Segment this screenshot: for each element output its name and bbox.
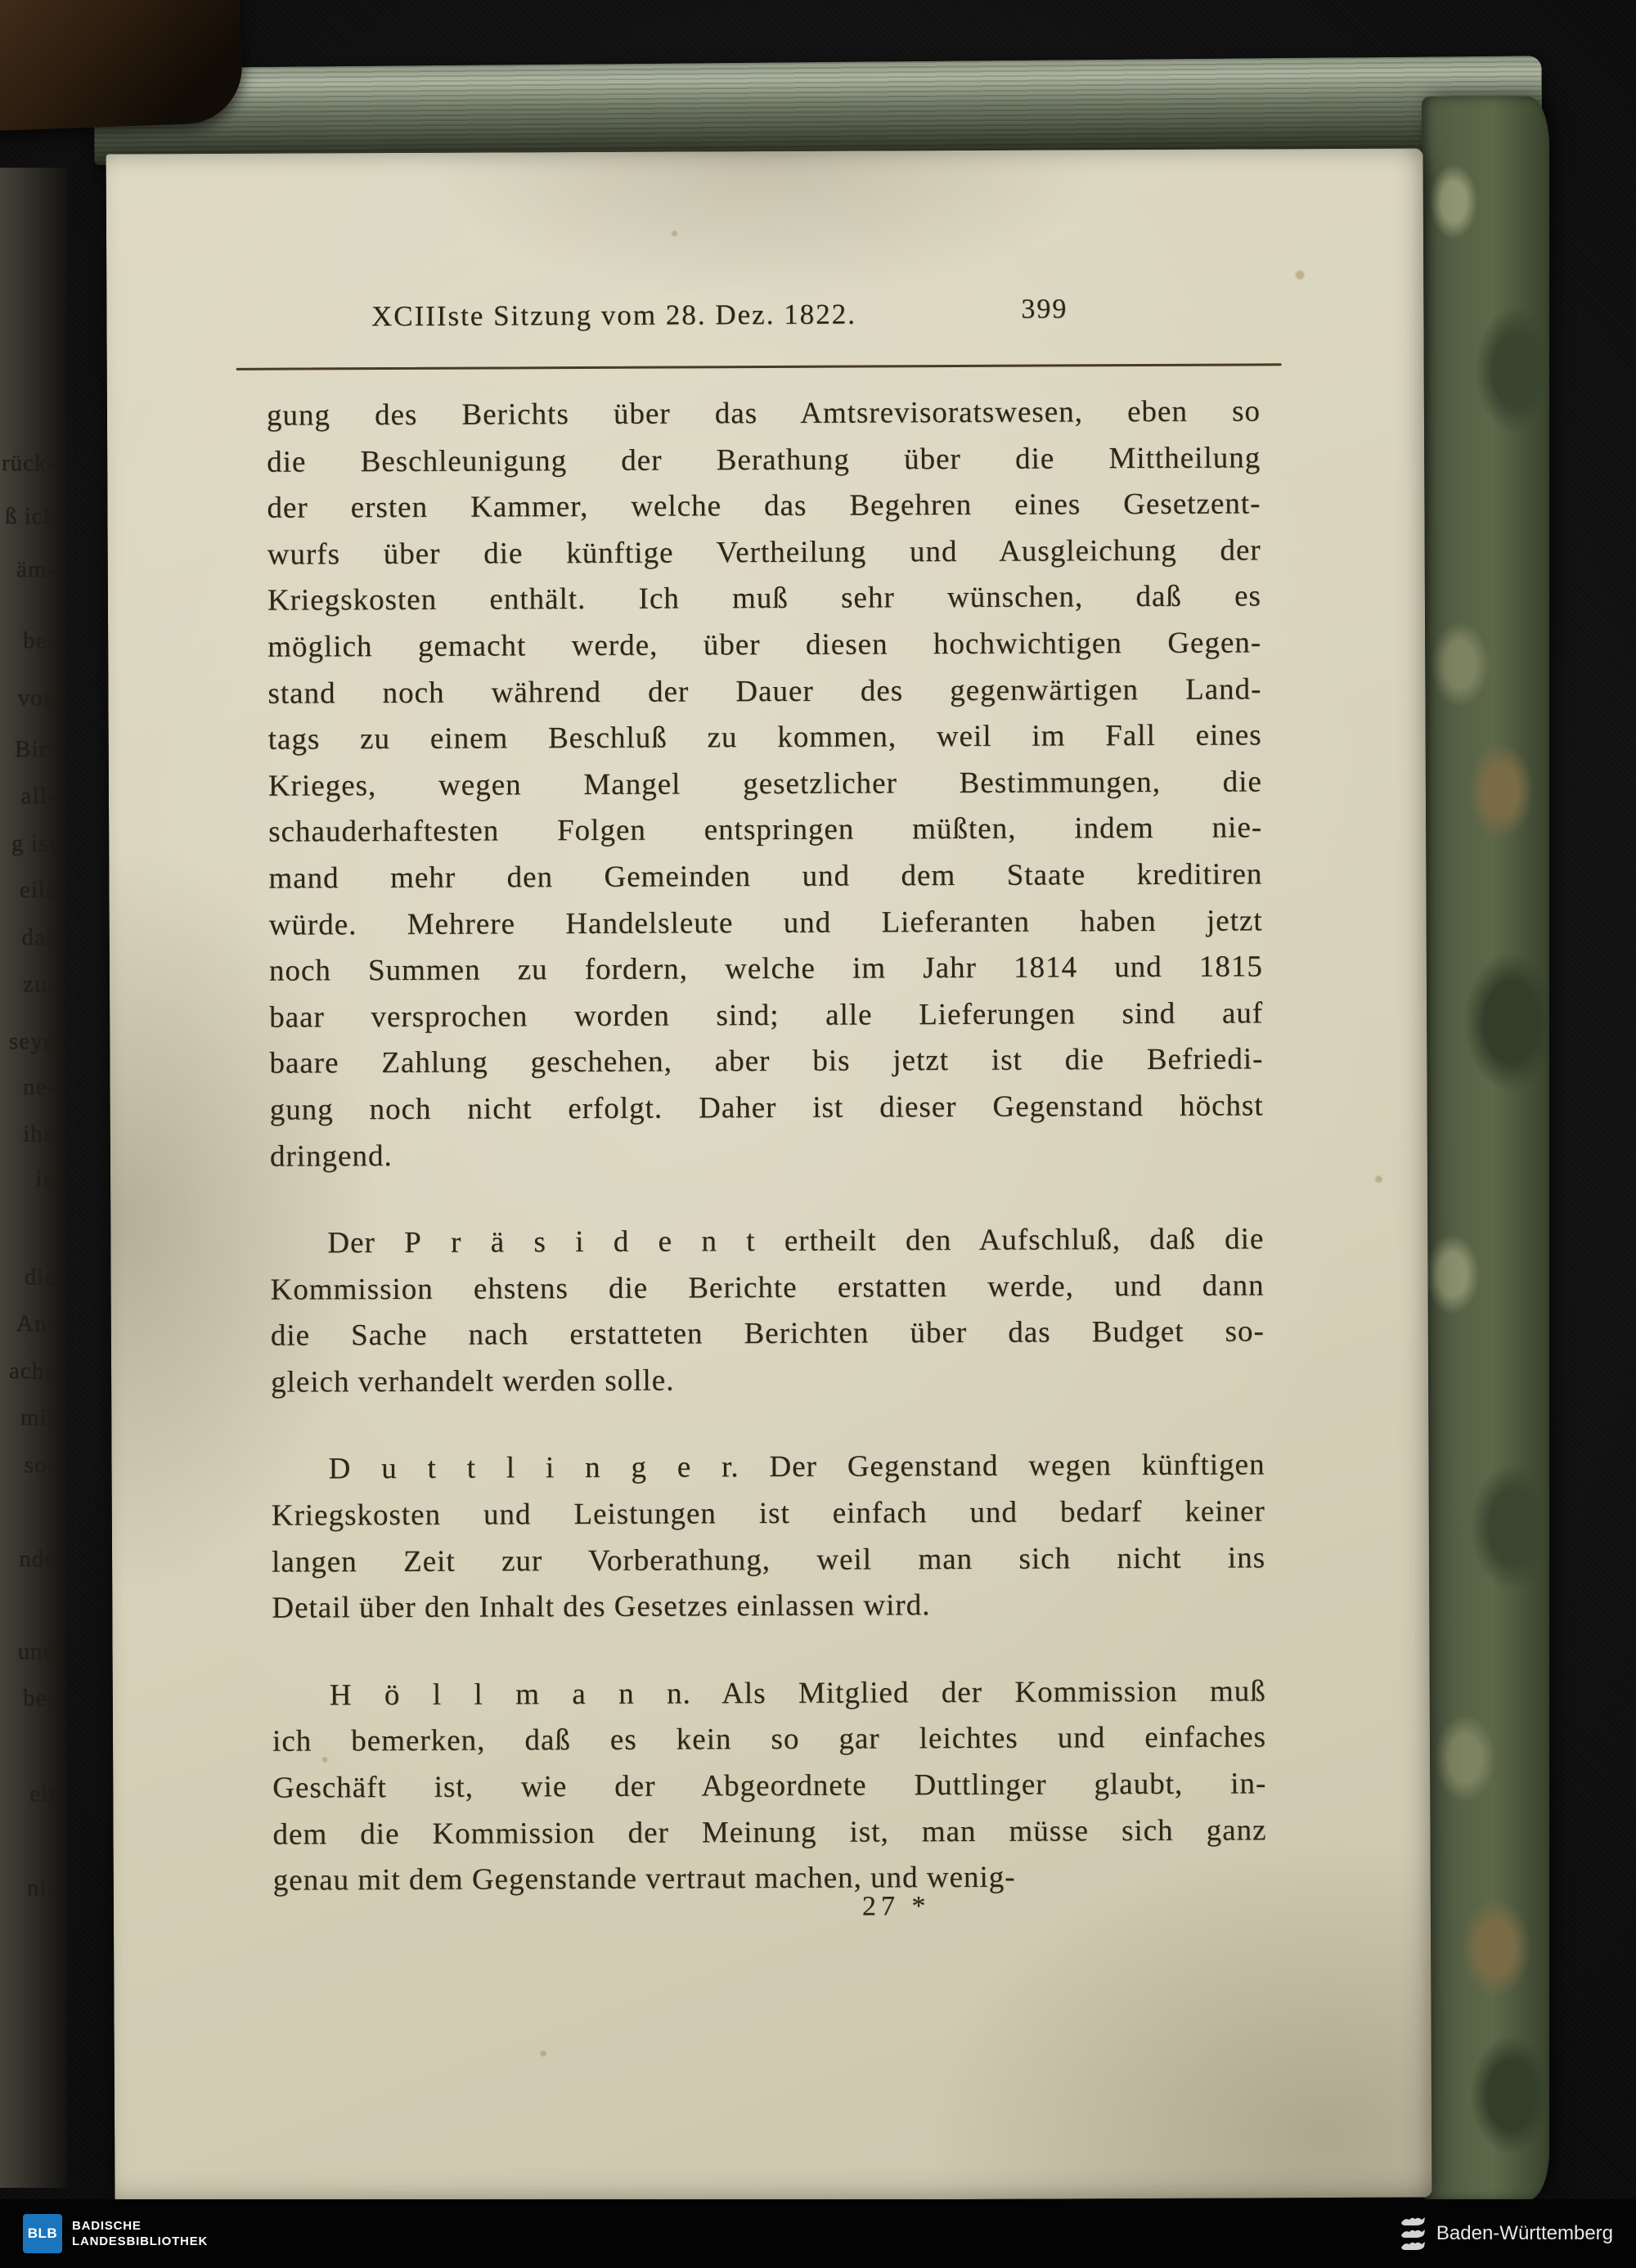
book-page xyxy=(106,148,1432,2203)
text-line: genau mit dem Gegenstande vertraut machen, und wenig- xyxy=(272,1860,1016,1897)
foxing-spot xyxy=(1374,1175,1383,1183)
margin-fragment: Bir- xyxy=(14,736,56,762)
margin-fragment: rück- xyxy=(1,450,56,476)
text-line: gung noch nicht erfolgt. Daher ist dieser Gegenstand höchst xyxy=(269,1089,1264,1127)
foxing-spot xyxy=(321,1756,328,1763)
margin-fragment: und xyxy=(17,1638,56,1664)
margin-fragment: all- xyxy=(20,783,56,809)
margin-fragment: elt xyxy=(29,1781,56,1807)
text-line: dem die Kommission der Meinung ist, man müsse sich ganz xyxy=(272,1812,1267,1852)
text-line: H ö l l m a n n. Als Mitglied der Kommission muß xyxy=(329,1674,1266,1713)
text-line: der ersten Kammer, welche das Begehren eines Gesetzent- xyxy=(267,487,1261,525)
text-line: baare Zahlung geschehen, aber bis jetzt ist die Befriedi- xyxy=(269,1042,1264,1080)
text-line: Kommission ehstens die Berichte erstatten werde, und dann xyxy=(270,1269,1265,1307)
text-line: Geschäft ist, wie der Abgeordnete Duttlinger glaubt, in- xyxy=(272,1767,1267,1805)
margin-fragment: ni- xyxy=(26,1875,56,1901)
text-line: möglich gemacht werde, über diesen hochwichtigen Gegen- xyxy=(267,626,1262,664)
margin-fragment: von xyxy=(17,685,56,711)
margin-fragment: g ist xyxy=(11,830,56,856)
margin-fragment: die xyxy=(24,1264,56,1290)
margin-fragment: das xyxy=(21,924,56,950)
text-line: gleich verhandelt werden solle. xyxy=(271,1363,675,1399)
text-line: würde. Mehrere Handelsleute und Lieferanten haben jetzt xyxy=(268,903,1263,942)
library-name xyxy=(72,2218,208,2249)
margin-fragment: eils xyxy=(19,877,56,903)
blb-logo-icon xyxy=(23,2214,62,2253)
signature-mark: 27 * xyxy=(861,1891,931,1922)
margin-fragment: ache xyxy=(8,1358,56,1384)
three-lions-icon xyxy=(1399,2215,1427,2252)
foxing-spot xyxy=(671,230,678,236)
text-line: Detail über den Inhalt des Gesetzes einlassen wird. xyxy=(272,1588,931,1625)
body-text xyxy=(267,388,1267,1904)
margin-fragment: seyn xyxy=(8,1028,56,1054)
text-line: ich bemerken, daß es kein so gar leichtes und einfaches xyxy=(272,1720,1267,1759)
text-line: schauderhaftesten Folgen entspringen müßten, indem nie- xyxy=(268,811,1263,850)
margin-fragment: äm- xyxy=(16,556,56,582)
text-line: gung des Berichts über das Amtsrevisoratswesen, eben so xyxy=(266,394,1261,433)
text-line: die Sache nach erstatteten Berichten über das Budget so- xyxy=(270,1314,1265,1353)
footer-watermark-bar xyxy=(0,2199,1636,2268)
facing-page-edge xyxy=(0,168,67,2188)
blb-logo xyxy=(23,2214,208,2253)
state-name: Baden-Württemberg xyxy=(1436,2222,1613,2244)
baden-wuerttemberg-logo xyxy=(1399,2215,1613,2252)
margin-fragment: zu- xyxy=(22,971,56,997)
text-line: D u t t l i n g e r. Der Gegenstand wegen künftigen xyxy=(328,1448,1265,1486)
marbled-fore-edge xyxy=(1422,97,1549,2200)
text-line: Der P r ä s i d e n t ertheilt den Aufschluß, daß die xyxy=(327,1222,1265,1260)
margin-fragment: be- xyxy=(22,627,56,653)
text-line: Kriegskosten und Leistungen ist einfach und bedarf keiner xyxy=(271,1494,1265,1533)
library-name-line2: LANDESBIBLIOTHEK xyxy=(72,2234,209,2248)
blb-logo-text: BLB xyxy=(27,2225,58,2241)
margin-fragment: An- xyxy=(16,1310,56,1336)
text-line: langen Zeit zur Vorberathung, weil man sich nicht ins xyxy=(271,1541,1266,1579)
text-line: dringend. xyxy=(269,1138,393,1174)
text-line: baar versprochen worden sind; alle Lieferungen sind auf xyxy=(269,996,1264,1035)
page-number: 399 xyxy=(1021,294,1068,325)
text-line: noch Summen zu fordern, welche im Jahr 1814 und 1815 xyxy=(268,950,1263,988)
text-line: wurfs über die künftige Vertheilung und Ausgleichung der xyxy=(267,533,1261,572)
foxing-spot xyxy=(1294,270,1306,280)
margin-fragment: ne- xyxy=(22,1074,56,1100)
text-line: tags zu einem Beschluß zu kommen, weil im Fall eines xyxy=(267,718,1262,757)
text-line: mand mehr den Gemeinden und dem Staate kreditiren xyxy=(268,857,1263,896)
margin-fragment: ihn xyxy=(22,1121,56,1147)
text-line: Kriegskosten enthält. Ich muß sehr wünschen, daß es xyxy=(267,579,1262,618)
margin-fragment: nde xyxy=(19,1546,56,1572)
margin-fragment: mir xyxy=(20,1404,56,1430)
foxing-spot xyxy=(540,2050,547,2057)
running-header: XCIIIste Sitzung vom 28. Dez. 1822. xyxy=(371,298,856,333)
margin-fragment: in xyxy=(35,1165,56,1192)
text-line: die Beschleunigung der Berathung über die Mittheilung xyxy=(267,440,1261,479)
library-name-line1: BADISCHE xyxy=(72,2219,142,2233)
margin-fragment: so- xyxy=(24,1452,56,1478)
text-line: Krieges, wegen Mangel gesetzlicher Bestimmungen, die xyxy=(267,765,1262,803)
margin-fragment: ß ich xyxy=(4,503,56,529)
header-rule xyxy=(236,363,1282,371)
book-cover-corner xyxy=(0,0,244,132)
text-line: stand noch während der Dauer des gegenwärtigen Land- xyxy=(267,671,1262,711)
margin-fragment: ber xyxy=(22,1685,56,1711)
